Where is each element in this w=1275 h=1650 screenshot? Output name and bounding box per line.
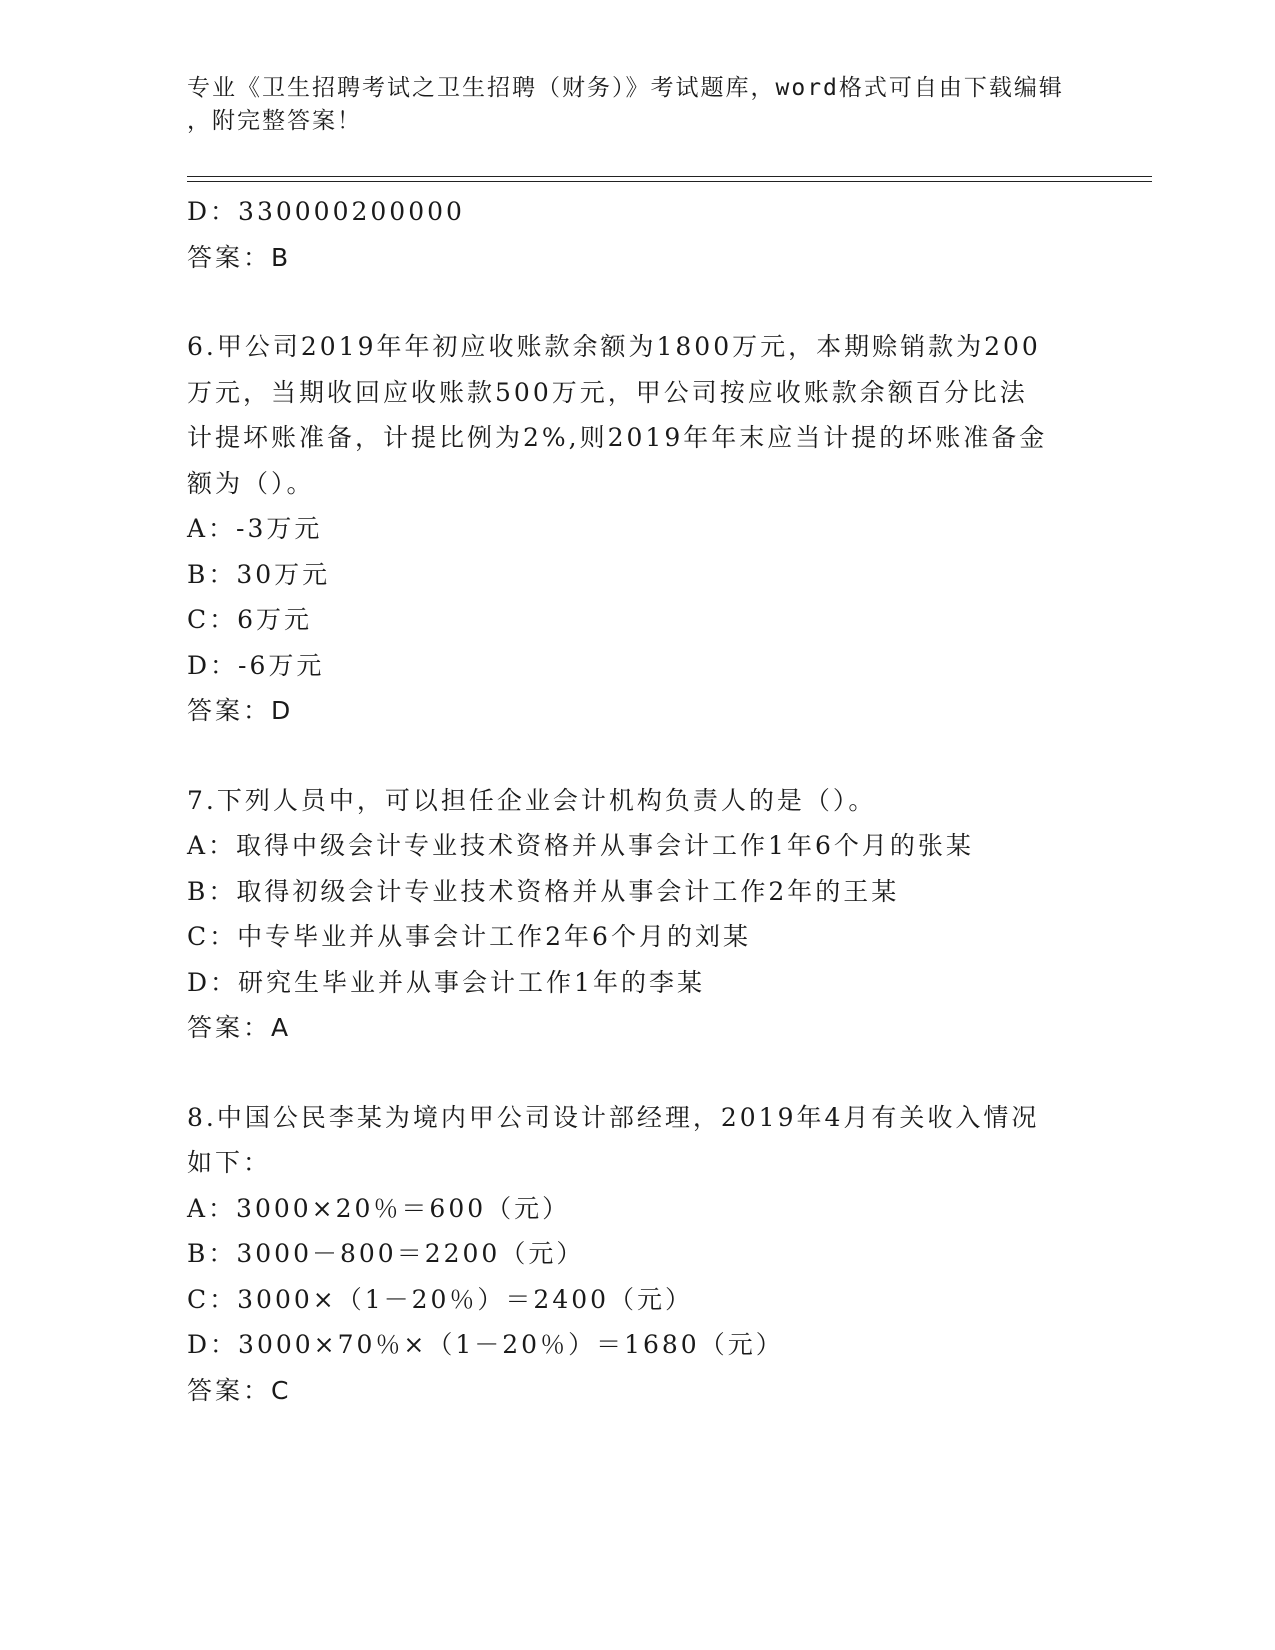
option-d: D：330000200000 — [187, 197, 465, 226]
option-a: A：-3万元 — [187, 514, 323, 543]
option-c: C：中专毕业并从事会计工作2年6个月的刘某 — [187, 922, 751, 951]
question-6 — [187, 324, 1067, 734]
answer-line: 答案：A — [187, 1013, 292, 1042]
option-d: D：研究生毕业并从事会计工作1年的李某 — [187, 967, 705, 997]
option-b: B：取得初级会计专业技术资格并从事会计工作2年的王某 — [187, 876, 900, 906]
option-b: B：3000－800＝2200（元） — [187, 1239, 585, 1268]
option-d: D：3000×70％×（1－20％）＝1680（元） — [187, 1330, 784, 1359]
stem-line: 7.下列人员中，可以担任企业会计机构负责人的是（）。 — [187, 785, 877, 815]
answer-line: 答案：D — [187, 696, 294, 725]
header-rule-top — [187, 176, 1152, 177]
question-stem — [187, 324, 1067, 506]
header-line-1: 专业《卫生招聘考试之卫生招聘（财务）》考试题库，word格式可自由下载编辑 — [187, 75, 1064, 101]
header-rule-bottom — [187, 181, 1152, 182]
option-a: A：3000×20％＝600（元） — [187, 1193, 571, 1223]
answer-line: 答案：C — [187, 1375, 292, 1405]
document-body — [187, 189, 1067, 1413]
stem-line: 8.中国公民李某为境内甲公司设计部经理，2019年4月有关收入情况 — [187, 1102, 1040, 1132]
option-a: A：取得中级会计专业技术资格并从事会计工作1年6个月的张某 — [187, 831, 974, 860]
header-line-2: ，附完整答案！ — [187, 108, 362, 134]
stem-line: 额为（）。 — [187, 468, 315, 498]
question-7 — [187, 778, 1067, 1051]
question-8 — [187, 1095, 1067, 1414]
answer-line: 答案：B — [187, 242, 292, 272]
stem-line: 计提坏账准备，计提比例为2%,则2019年年末应当计提的坏账准备金 — [187, 423, 1048, 452]
question-5-tail — [187, 189, 1067, 280]
stem-line: 万元，当期收回应收账款500万元，甲公司按应收账款余额百分比法 — [187, 377, 1028, 407]
option-c: C：6万元 — [187, 605, 313, 634]
question-stem — [187, 778, 1067, 824]
stem-line: 如下： — [187, 1148, 272, 1177]
document-header — [187, 72, 1067, 138]
option-b: B：30万元 — [187, 559, 331, 589]
option-c: C：3000×（1－20％）＝2400（元） — [187, 1284, 694, 1314]
stem-line: 6.甲公司2019年年初应收账款余额为1800万元，本期赊销款为200 — [187, 332, 1041, 361]
option-d: D：-6万元 — [187, 650, 325, 680]
question-stem — [187, 1095, 1067, 1186]
